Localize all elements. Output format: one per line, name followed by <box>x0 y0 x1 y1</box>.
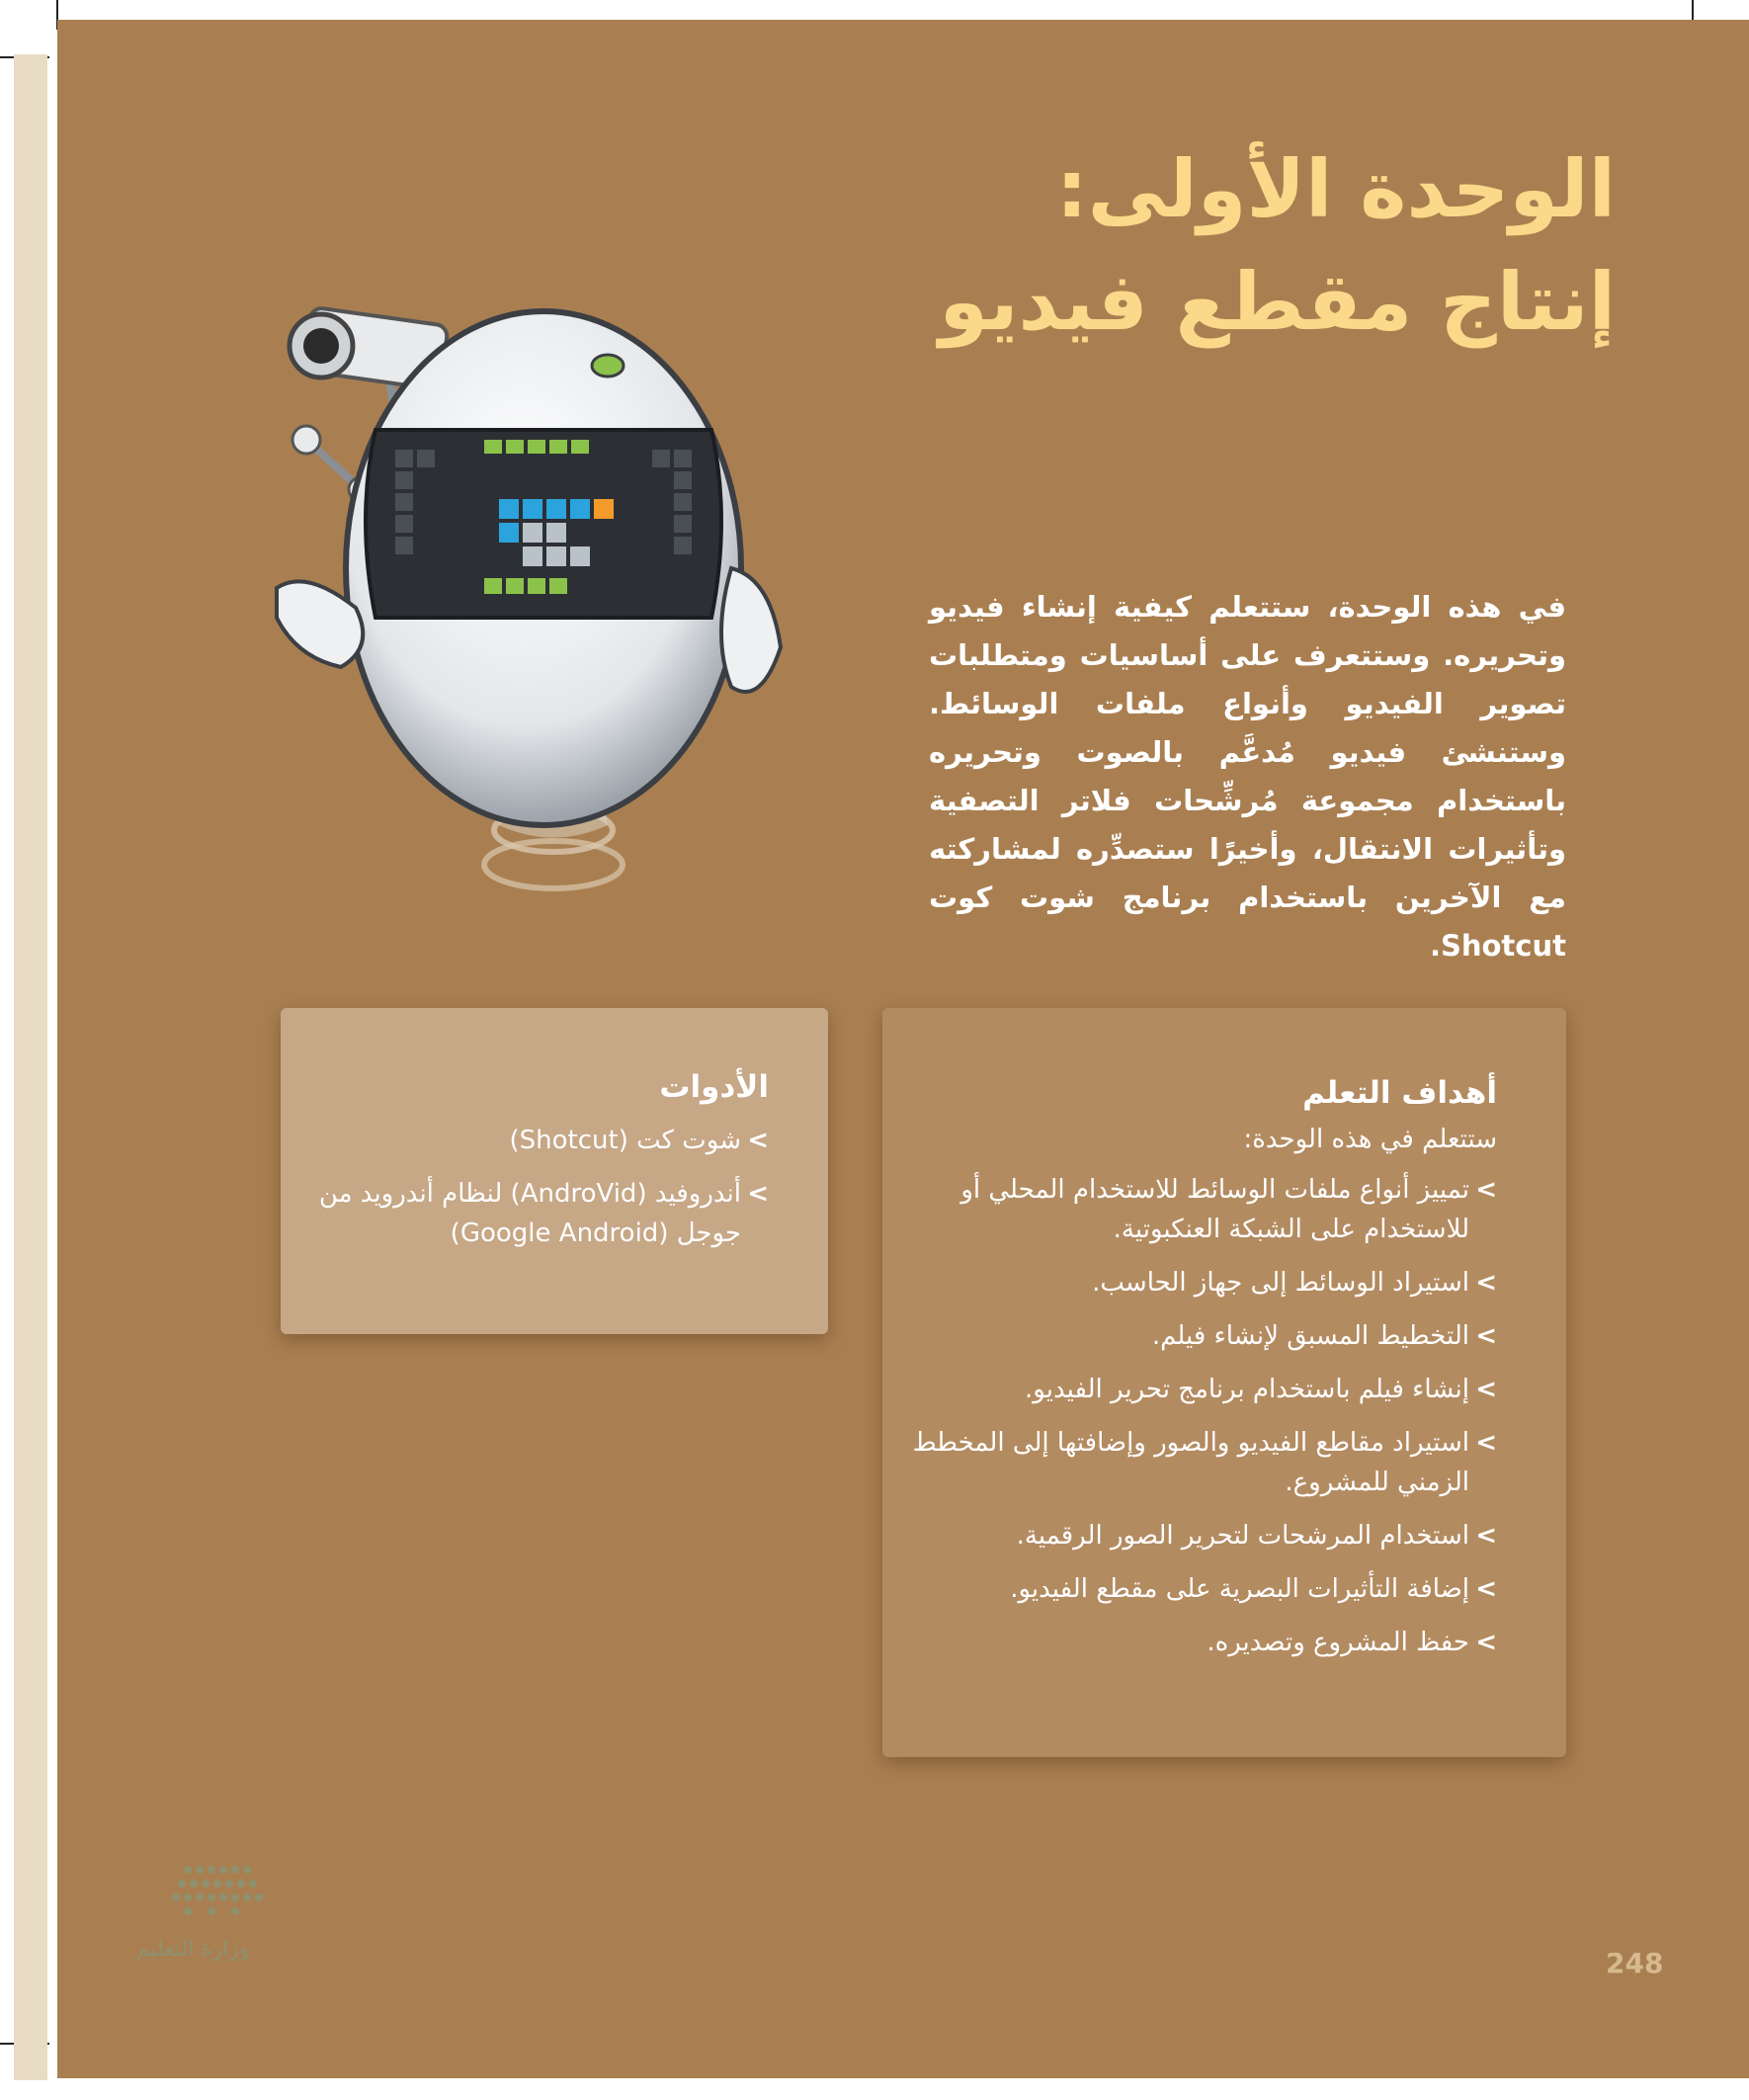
tools-item: > أندروفيد (AndroVid) لنظام أندرويد من جوجل (Google Android) <box>300 1174 769 1253</box>
goals-subtitle: ستتعلم في هذه الوحدة: <box>1243 1125 1497 1154</box>
robot-camera-illustration <box>247 292 830 904</box>
tools-item: > شوت كت (Shotcut) <box>300 1121 769 1160</box>
page-edge-strip <box>14 54 47 2080</box>
goal-item: > استيراد مقاطع الفيديو والصور وإضافتها إلى المخطط الزمني للمشروع. <box>912 1423 1497 1502</box>
tools-heading: الأدوات <box>659 1069 769 1105</box>
goal-item: > استخدام المرشحات لتحرير الصور الرقمية. <box>912 1516 1497 1555</box>
page-number: 248 <box>1606 1947 1664 1979</box>
ministry-logo-text: وزارة التعليم <box>135 1937 250 1962</box>
goals-list <box>912 1170 1497 1662</box>
goal-item: > استيراد الوسائط إلى جهاز الحاسب. <box>912 1263 1497 1302</box>
unit-intro-paragraph: في هذه الوحدة، ستتعلم كيفية إنشاء فيديو وتحريره. وستتعرف على أساسيات ومتطلبات تصوير الفيديو وأنواع ملفات الوسائط. وستنشئ فيديو مُدعَّم بالصوت وتحريره باستخدام مجموعة مُرشِّحات فلاتر التصفية وتأثيرات الانتقال، وأخيرًا ستصدِّره لمشاركته مع الآخرين باستخدام برنامج شوت كوت Shotcut. <box>929 590 1566 963</box>
goal-item: > حفظ المشروع وتصديره. <box>912 1623 1497 1662</box>
goal-item: > إضافة التأثيرات البصرية على مقطع الفيديو. <box>912 1569 1497 1609</box>
tools-card <box>281 1008 828 1334</box>
tools-list <box>300 1121 769 1253</box>
ministry-logo-dots-icon <box>89 1858 316 1937</box>
ministry-logo <box>89 1858 316 2016</box>
unit-title-line1: الوحدة الأولى: <box>1055 143 1616 235</box>
goal-item: > التخطيط المسبق لإنشاء فيلم. <box>912 1316 1497 1356</box>
goal-item: > إنشاء فيلم باستخدام برنامج تحرير الفيديو. <box>912 1370 1497 1409</box>
goal-item: > تمييز أنواع ملفات الوسائط للاستخدام المحلي أو للاستخدام على الشبكة العنكبوتية. <box>912 1170 1497 1249</box>
goals-heading: أهداف التعلم <box>1302 1075 1497 1111</box>
learning-goals-card <box>882 1008 1566 1757</box>
unit-title-line2: إنتاج مقطع فيديو <box>939 255 1616 348</box>
